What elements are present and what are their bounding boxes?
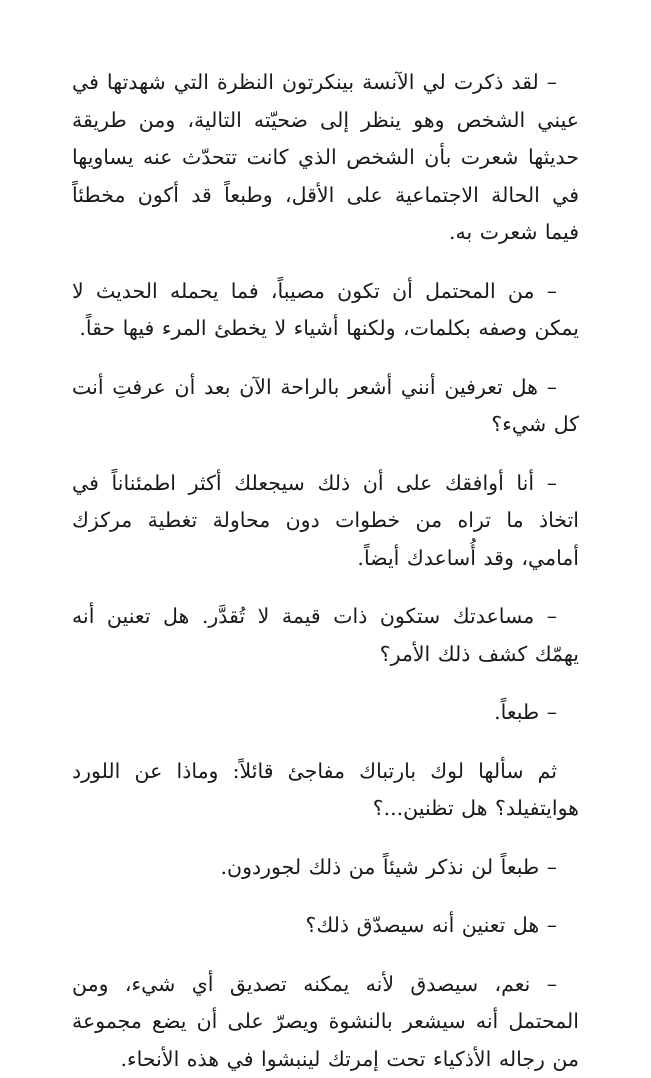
paragraph-4: – أنا أوافقك على أن ذلك سيجعلك أكثر اطمئناناً في اتخاذ ما تراه من خطوات دون محاولة تغطية مركزك أمامي، وقد أُساعدك أيضاً. xyxy=(72,465,579,578)
paragraph-6: – طبعاً. xyxy=(72,694,579,732)
paragraph-2: – من المحتمل أن تكون مصيباً، فما يحمله الحديث لا يمكن وصفه بكلمات، ولكنها أشياء لا يخطئ المرء فيها حقاً. xyxy=(72,273,579,348)
paragraph-9: – هل تعنين أنه سيصدّق ذلك؟ xyxy=(72,907,579,945)
paragraph-8: – طبعاً لن نذكر شيئاً من ذلك لجوردون. xyxy=(72,849,579,887)
paragraph-1: – لقد ذكرت لي الآنسة بينكرتون النظرة التي شهدتها في عيني الشخص وهو ينظر إلى ضحيّته التالية، ومن طريقة حديثها شعرت بأن الشخص الذي كانت تتحدّث عنه يساويها في الحالة الاجتماعية على الأقل، وطبعاً قد أكون مخطئاً فيما شعرت به. xyxy=(72,64,579,252)
paragraph-10: – نعم، سيصدق لأنه يمكنه تصديق أي شيء، ومن المحتمل أنه سيشعر بالنشوة ويصرّ على أن يضع مجموعة من رجاله الأذكياء تحت إمرتك لينبشوا في هذه الأنحاء. xyxy=(72,966,579,1078)
paragraph-5: – مساعدتك ستكون ذات قيمة لا تُقدَّر. هل تعنين أنه يهمّك كشف ذلك الأمر؟ xyxy=(72,598,579,673)
paragraph-3: – هل تعرفين أنني أشعر بالراحة الآن بعد أن عرفتِ أنت كل شيء؟ xyxy=(72,369,579,444)
paragraph-7: ثم سألها لوك بارتباك مفاجئ قائلاً: وماذا عن اللورد هوايتفيلد؟ هل تظنين...؟ xyxy=(72,753,579,828)
